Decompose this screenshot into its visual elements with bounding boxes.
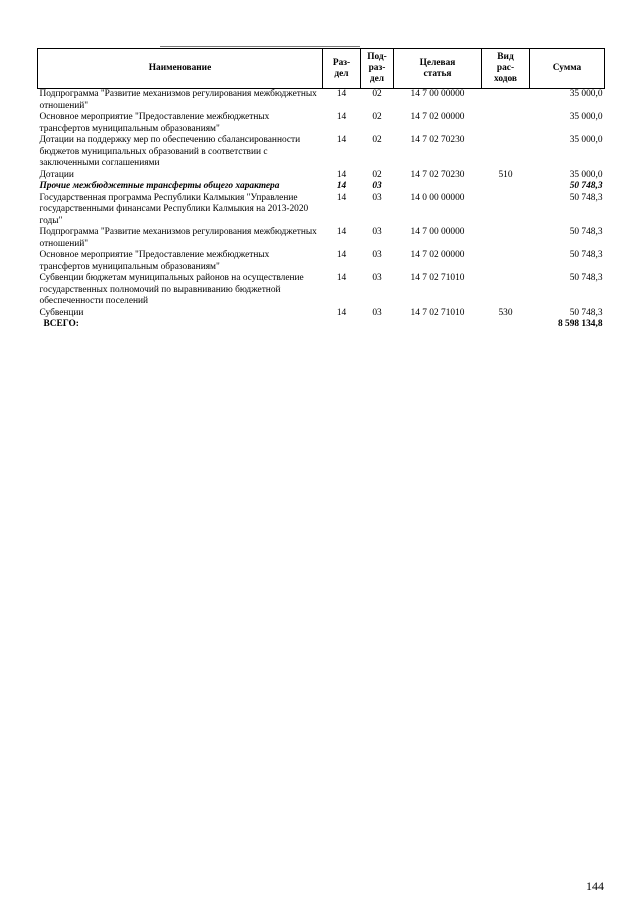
row-podrazdel: 03 <box>372 307 382 318</box>
row-target: 14 7 02 71010 <box>410 307 465 318</box>
total-label: ВСЕГО: <box>43 319 79 329</box>
row-sum: 35 000,0 <box>569 89 603 99</box>
row-name: Дотации <box>39 169 74 180</box>
row-target: 14 7 02 70230 <box>410 169 465 180</box>
row-vid <box>482 135 530 170</box>
table-row <box>38 135 605 170</box>
total-row <box>38 319 605 331</box>
row-podrazdel: 02 <box>372 169 382 180</box>
row-razdel: 14 <box>336 135 347 145</box>
row-podrazdel: 03 <box>372 227 382 237</box>
table-row <box>38 250 605 273</box>
budget-table <box>37 48 605 331</box>
row-sum: 50 748,3 <box>569 192 603 203</box>
row-vid <box>482 250 530 273</box>
row-vid <box>482 193 530 228</box>
row-name: Государственная программа Республики Калмыкия "Управление государственными финансами Республики Калмыкия на 2013-2020 годы" <box>39 192 309 226</box>
col-header-target: Целевая статья <box>394 49 482 89</box>
total-sum: 8 598 134,8 <box>557 319 603 329</box>
row-target: 14 7 00 00000 <box>410 89 465 99</box>
table-row <box>38 181 605 193</box>
row-sum: 35 000,0 <box>569 169 603 180</box>
row-vid <box>482 181 530 193</box>
row-name: Субвенции <box>39 307 84 318</box>
table-body <box>38 89 605 331</box>
row-podrazdel: 03 <box>372 250 382 260</box>
row-podrazdel: 03 <box>372 181 382 191</box>
table-header <box>38 49 605 89</box>
row-vid: 530 <box>498 307 513 318</box>
row-vid <box>482 273 530 308</box>
row-podrazdel: 03 <box>372 273 382 283</box>
row-target: 14 7 02 00000 <box>410 250 465 260</box>
row-target: 14 0 00 00000 <box>410 192 465 203</box>
row-target: 14 7 02 70230 <box>410 135 465 145</box>
table-row <box>38 193 605 228</box>
row-vid <box>482 89 530 113</box>
row-sum: 50 748,3 <box>569 227 603 237</box>
top-rule <box>160 46 360 47</box>
row-target: 14 7 02 00000 <box>410 112 465 122</box>
col-header-name: Наименование <box>38 49 323 89</box>
col-header-razdel: Раз- дел <box>323 49 361 89</box>
col-header-podrazdel: Под- раз- дел <box>361 49 394 89</box>
table-row <box>38 89 605 113</box>
row-razdel: 14 <box>336 89 347 99</box>
row-razdel: 14 <box>336 112 347 122</box>
table-row <box>38 273 605 308</box>
row-target: 14 7 00 00000 <box>410 227 465 237</box>
row-podrazdel: 02 <box>372 89 382 99</box>
col-header-sum: Сумма <box>530 49 605 89</box>
row-sum: 35 000,0 <box>569 135 603 145</box>
page-number: 144 <box>586 879 604 893</box>
row-sum: 50 748,3 <box>569 307 603 318</box>
table-row <box>38 112 605 135</box>
row-razdel: 14 <box>336 169 347 180</box>
row-name: Подпрограмма "Развитие механизмов регулирования межбюджетных отношений" <box>39 227 317 249</box>
row-sum: 35 000,0 <box>569 112 603 122</box>
col-header-vid: Вид рас- ходов <box>482 49 530 89</box>
row-name: Основное мероприятие "Предоставление межбюджетных трансфертов муниципальным образованиям" <box>39 112 270 134</box>
row-podrazdel: 02 <box>372 135 382 145</box>
row-name: Субвенции бюджетам муниципальных районов на осуществление государственных полномочий по выравниванию бюджетной обеспеченности поселений <box>39 273 304 306</box>
row-razdel: 14 <box>336 307 347 318</box>
row-razdel: 14 <box>336 250 347 260</box>
row-razdel: 14 <box>336 192 347 203</box>
row-vid: 510 <box>498 169 513 180</box>
row-sum: 50 748,3 <box>569 250 603 260</box>
row-razdel: 14 <box>336 227 347 237</box>
row-target: 14 7 02 71010 <box>410 273 465 283</box>
row-target <box>394 181 482 193</box>
row-vid <box>482 112 530 135</box>
row-name: Основное мероприятие "Предоставление межбюджетных трансфертов муниципальным образованиям" <box>39 250 270 272</box>
row-vid <box>482 227 530 250</box>
row-podrazdel: 03 <box>372 192 382 203</box>
table-row <box>38 170 605 182</box>
row-razdel: 14 <box>336 273 347 283</box>
row-podrazdel: 02 <box>372 112 382 122</box>
row-name: Прочие межбюджетные трансферты общего характера <box>39 181 280 191</box>
row-sum: 50 748,3 <box>569 273 603 283</box>
row-name: Дотации на поддержку мер по обеспечению сбалансированности бюджетов муниципальных образований в соответствии с заключенными соглашениями <box>39 135 301 168</box>
row-name: Подпрограмма "Развитие механизмов регулирования межбюджетных отношений" <box>39 89 317 111</box>
row-razdel: 14 <box>336 181 347 191</box>
row-sum: 50 748,3 <box>569 181 603 191</box>
table-row <box>38 308 605 320</box>
table-row <box>38 227 605 250</box>
